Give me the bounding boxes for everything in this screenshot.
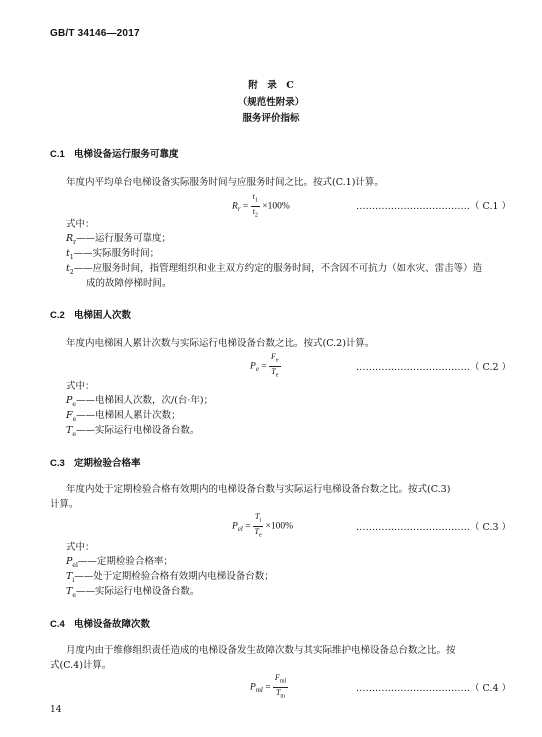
var-sub: 2 <box>69 268 74 276</box>
var-desc: ——实际运行电梯设备台数。 <box>75 586 200 597</box>
section-number: C.4 <box>50 619 65 630</box>
var-symbol: T <box>66 571 73 582</box>
where-label: 式中： <box>66 219 95 230</box>
section-heading-c3 <box>50 455 141 469</box>
formula-lhs-sub: r <box>237 205 241 214</box>
var-symbol: T <box>66 586 73 597</box>
where-label: 式中： <box>66 542 95 553</box>
var-sub: e <box>72 400 76 408</box>
var-desc: ——应服务时间，指管理组织和业主双方约定的服务时间，不含因不可抗力（如水灾、雷击等）造 <box>73 263 483 274</box>
section-intro-line1: 月度内由于维修组织责任造成的电梯设备发生故障次数与其实际维护电梯设备总台数之比。按 <box>66 645 456 656</box>
equation-label-c1: ………………………………（ C.1 ） <box>356 201 512 212</box>
fraction-numerator-sub: 1 <box>254 197 258 204</box>
var-sub: r <box>73 238 77 246</box>
formula-lhs: R <box>232 201 238 212</box>
var-sub: e <box>72 430 76 438</box>
formula-lhs-sub: el <box>237 525 243 534</box>
equation-label-c2: ………………………………（ C.2 ） <box>356 362 512 373</box>
var-sub: el <box>72 561 78 569</box>
fraction-denominator-sub: 2 <box>254 212 258 219</box>
appendix-kind: （规范性附录） <box>237 97 305 108</box>
var-sub: 1 <box>69 253 74 261</box>
var-sub: e <box>72 415 77 423</box>
fraction-denominator: T <box>254 526 259 536</box>
var-desc: ——运行服务可靠度； <box>76 233 172 244</box>
formula-lhs: P <box>250 361 256 372</box>
var-symbol: R <box>66 233 74 244</box>
var-symbol: t <box>66 248 70 259</box>
fraction-denominator-sub: m <box>280 693 286 700</box>
fraction-numerator: F <box>274 673 280 682</box>
var-desc: ——定期检验合格率； <box>77 556 173 567</box>
section-title: 电梯设备运行服务可靠度 <box>74 149 179 160</box>
section-title: 电梯设备故障次数 <box>74 619 151 630</box>
formula-factor: ×100% <box>265 521 294 532</box>
standard-id-header: GB/T 34146—2017 <box>50 28 140 39</box>
fraction-denominator-sub: e <box>275 372 279 379</box>
formula-fraction <box>273 673 288 701</box>
fraction-numerator-sub: i <box>259 517 262 524</box>
formula-lhs-sub: ml <box>255 686 263 695</box>
fraction-numerator-sub: ml <box>279 678 287 685</box>
where-label: 式中： <box>66 381 95 392</box>
section-number: C.3 <box>50 458 65 469</box>
formula-c1: $R_r$ = $\frac{t_1}{t_2}$ ×100% <box>232 192 290 219</box>
formula-lhs: P <box>250 682 256 693</box>
fraction-denominator-sub: e <box>258 532 262 539</box>
formula-fraction <box>269 352 281 380</box>
formula-c4: $P_{ml}$ = $\frac{F_{ml}}{T_m}$ <box>250 673 287 700</box>
fraction-numerator: t <box>252 192 255 201</box>
formula-fraction <box>251 192 260 220</box>
var-desc: ——实际运行电梯设备台数。 <box>75 425 200 436</box>
fraction-numerator: F <box>271 352 276 361</box>
section-intro: 年度内平均单台电梯设备实际服务时间与应服务时间之比。按式(C.1)计算。 <box>66 177 384 188</box>
var-row <box>66 424 199 442</box>
section-intro-line2: 式(C.4)计算。 <box>50 660 112 671</box>
formula-c3: $P_{el}$ = $\frac{T_i}{T_e}$ ×100% <box>232 512 294 539</box>
var-symbol: t <box>66 263 70 274</box>
section-number: C.1 <box>50 149 65 160</box>
section-heading-c1 <box>50 146 179 160</box>
fraction-denominator: T <box>275 687 281 697</box>
fraction-denominator: t <box>252 206 255 216</box>
equation-label-c4: ………………………………（ C.4 ） <box>356 683 512 694</box>
equation-label-c3: ………………………………（ C.3 ） <box>356 522 512 533</box>
formula-c2: $P_e$ = $\frac{F_e}{T_e}$ <box>250 352 279 379</box>
section-intro-line1: 年度内处于定期检验合格有效期内的电梯设备台数与实际运行电梯设备台数之比。按式(C.3) <box>66 484 451 495</box>
section-heading-c2 <box>50 307 131 321</box>
fraction-numerator: T <box>254 512 260 521</box>
appendix-subtitle: 服务评价指标 <box>242 113 300 124</box>
var-symbol: T <box>66 425 73 436</box>
fraction-numerator-sub: e <box>275 357 279 364</box>
section-title: 电梯困人次数 <box>74 310 132 321</box>
var-desc: ——电梯困人次数，次/(台·年)； <box>75 395 214 406</box>
var-sub: e <box>72 591 76 599</box>
var-desc: ——电梯困人累计次数； <box>76 410 181 421</box>
var-symbol: P <box>66 556 73 567</box>
var-symbol: F <box>66 410 73 421</box>
var-continuation: 成的故障停梯时间。 <box>86 278 172 289</box>
appendix-title: 附 录 C <box>248 80 294 91</box>
section-heading-c4 <box>50 616 150 630</box>
var-row <box>66 585 199 603</box>
var-desc: ——处于定期检验合格有效期内电梯设备台数； <box>74 571 274 582</box>
fraction-denominator: T <box>271 366 276 376</box>
section-intro: 年度内电梯困人累计次数与实际运行电梯设备台数之比。按式(C.2)计算。 <box>66 338 375 349</box>
var-sub: i <box>72 576 75 584</box>
var-desc: ——实际服务时间； <box>73 248 160 259</box>
formula-factor: ×100% <box>262 201 290 212</box>
formula-lhs: P <box>232 521 238 532</box>
formula-fraction <box>253 512 263 540</box>
section-intro-line2: 计算。 <box>50 499 79 510</box>
section-number: C.2 <box>50 310 65 321</box>
section-title: 定期检验合格率 <box>74 458 141 469</box>
var-symbol: P <box>66 395 73 406</box>
page-number: 14 <box>50 705 62 715</box>
formula-lhs-sub: e <box>255 365 259 374</box>
